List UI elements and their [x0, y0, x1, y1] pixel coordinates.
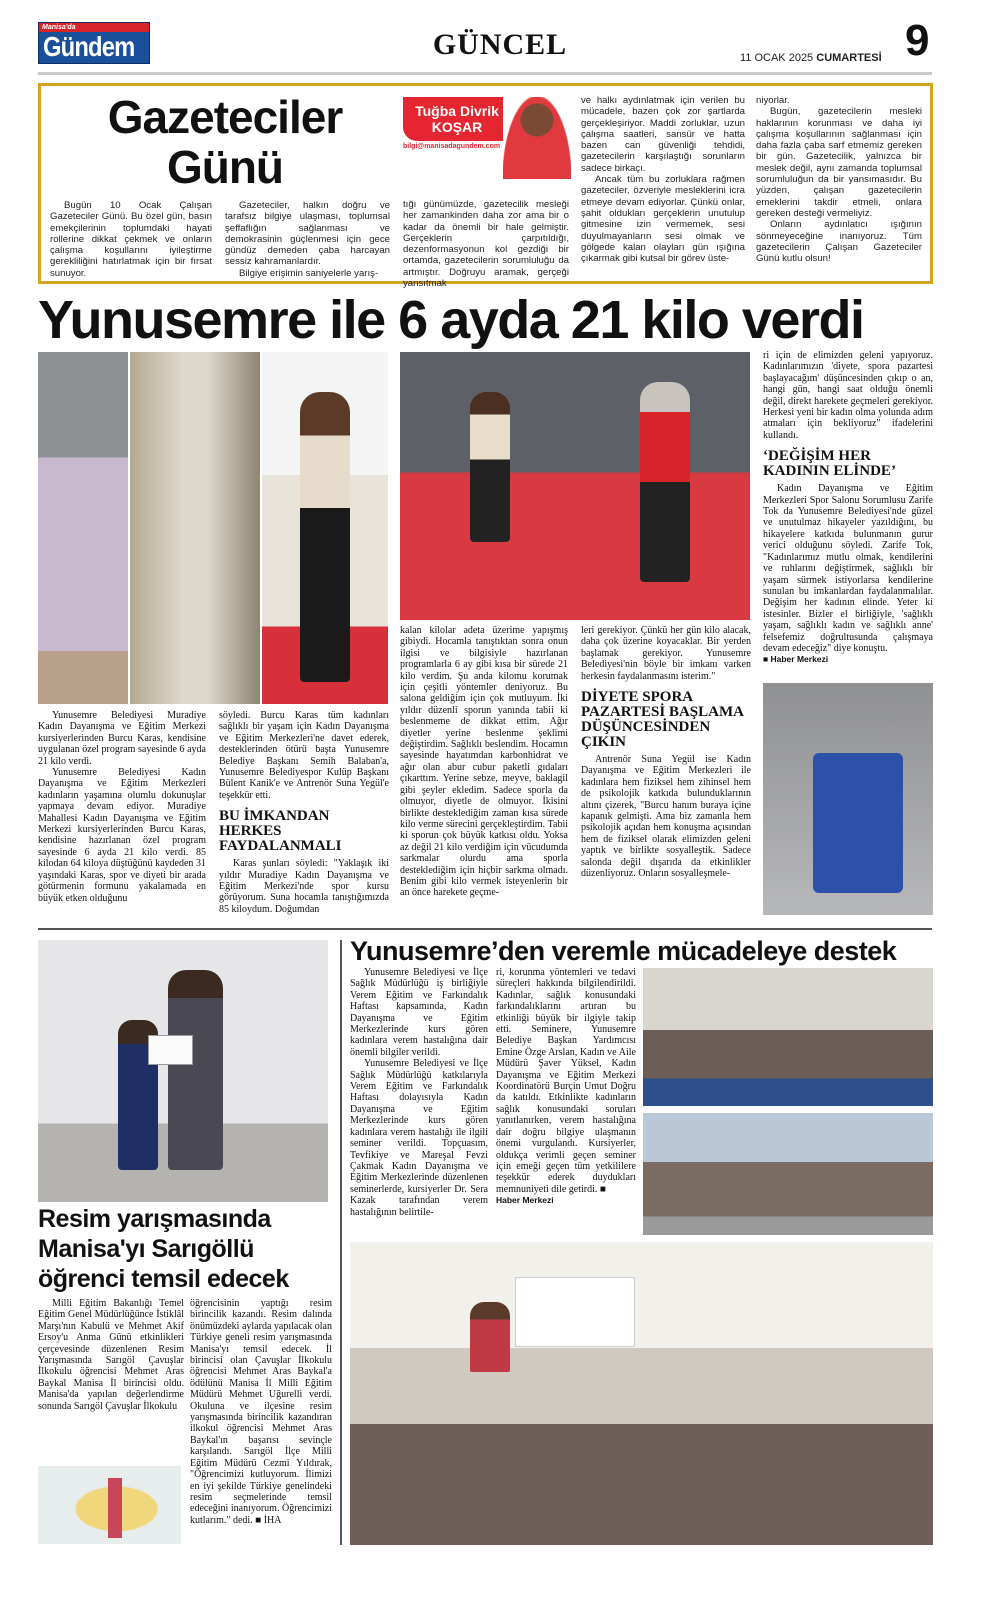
winning-drawing: [38, 1466, 181, 1544]
certificate: [148, 1035, 193, 1065]
resim-col-1: [38, 1298, 184, 1463]
author-email: bilgi@manisadagundem.com: [403, 143, 501, 150]
paragraph: söyledi. Burcu Karas tüm kadınları sağlıklı bir yaşam için Kadın Dayanışma ve Eğitim Merkezleri'ne davet ederek, desteklerinden ötürü başta Yunusemre Belediye Başkanı Semih Balaban'a, Yunusemre Belediyespor Kulüp Başkanı Bülent Kanik'e ve Antrenör Suna Yegül'e teşekkür etti.: [219, 710, 389, 801]
subheading: BU İMKANDAN HERKES FAYDALANMALI: [219, 808, 342, 855]
section-divider: [38, 928, 932, 930]
paragraph: Milli Eğitim Bakanlığı Temel Eğitim Genel Müdürlüğünce İstiklâl Marşı'nın Kabulü ve Mehmet Akif Ersoy'u Anma Günü etkinlikleri çerçevesinde düzenlenen Resim Yarışmasında Sarıgöl Çavuşlar İlkokulu öğrencisi Mehmet Aras Baykal Manisa İl birincisi oldu. Manisa'da yapılan değerlendirme sonunda Sarıgöl Çavuşlar İlkokulu: [38, 1298, 184, 1412]
paragraph: öğrencisinin yaptığı resim birincilik kazandı. Resim dalında önümüzdeki aylarda yapılacak olan Türkiye geneli resim yarışmasında Manisa'yı temsil edecek. İl birincisi olan Çavuşlar İlkokulu öğrencisi Mehmet Aras Baykal'a ödülünü Manisa İl Milli Eğitim Müdürü Mehmet Uğurelli verdi. Okuluna ve ilçesine resim yarışmasında birincilik kazandıran ilkokul öğrencisi Mehmet Aras Baykal'ın başarısı sevinçle karşılandı. Sarıgöl İlçe Milli Eğitim Müdürü Cezmi Yıldırak, "Öğrencimizi kutluyorum. İlimizi en iyi şekilde Türkiye genelindeki resim seçmelerinde temsil edeceğini inanıyorum. Öğrencimizi kutlarım." dedi. ■ İHA: [190, 1298, 332, 1526]
column-title: Gazeteciler Günü: [107, 91, 343, 193]
paragraph: Bugün, gazetecilerin mesleki haklarının korunması ve daha iyi çalışma koşullarının sağlanması için daha fazla çaba sarf etmemiz gereken bir gün. Gazetecilik, yalnızca bir meslek değil, aynı zamanda toplumsal sorumluluğun da bir yansımasıdır. Bu yüzden, çalışan gazetecilerin emeklerini takdir etmeli, onlara gereken desteği vermeliyiz.: [756, 106, 922, 219]
gym-photo: [400, 352, 750, 620]
old-jeans: [813, 753, 903, 893]
paragraph: Yunusemre Belediyesi Muradiye Kadın Dayanışma ve Eğitim Merkezi kursiyerlerinden Burcu Karas, kendisine uygulanan özel program sayesinde 6 ayda 21 kilo verdi.: [38, 710, 206, 767]
byline: Haber Merkezi: [496, 1195, 554, 1206]
article-col-d: [581, 625, 751, 919]
paragraph: Yunusemre Belediyesi Kadın Dayanışma ve Eğitim Merkezleri kadınların yaşamına olumlu dokunuşlar yapmaya devam ediyor. Muradiye Mahallesi Kadın Dayanışma ve Eğitim Merkezi kursiyerlerinden Burcu Karas, kendisine hazırlanan özel program sayesinde 6 ayda 21 kilo verdi. 85 kilodan 64 kiloya düştüğünü kaydeden 31 yaşındaki Karas, spor ve diyeti bir arada götürmenin formunu yakalamada en büyük etken olduğunu: [38, 767, 206, 904]
resim-col-2: [190, 1298, 332, 1546]
award-photo: [38, 940, 328, 1202]
paragraph: niyorlar.: [756, 95, 790, 106]
article-col-b: [219, 710, 389, 915]
day-text: CUMARTESİ: [816, 52, 882, 64]
author-photo: [503, 97, 571, 179]
section-title: GÜNCEL: [432, 28, 568, 61]
verem-headline: Yunusemre’den veremle mücadeleye destek: [350, 936, 897, 966]
paragraph: Yunusemre Belediyesi ve İlçe Sağlık Müdürlüğü iş birliğiyle Verem Eğitim ve Farkındalık Haftası kapsamında, Kadın Dayanışma ve Eğitim Merkezlerinde kurs gören kadınlara verem hastalığına dair önemli bilgiler verildi.: [350, 967, 488, 1058]
paragraph: Gazeteciler, halkın doğru ve tarafsız bilgiye ulaşması, toplumsal şeffaflığın sağlanması ve demokrasinin güçlenmesi için gece gündüz demeden çaba harcayan sessiz kahramanlardır.: [225, 200, 390, 268]
trainer-figure: [640, 382, 690, 582]
classroom-photo: [350, 1242, 933, 1545]
paragraph: Onların aydınlatıcı ışığının sönmeyeceğine inanıyoruz. Tüm gazetecilerin Çalışan Gazeteciler Günü kutlu olsun!: [756, 219, 922, 265]
paragraph: kalan kilolar adeta üzerime yapışmış gibiydi. Hocamla tanıştıktan sonra onun ilgisi ve bilgisiyle hazırlanan programlarla 6 ay gibi kısa bir sürede 21 kilo verdim. Şu anda kilomu korumak için çeşitli yöntemler deniyoruz. Bu salona geldiğim için çok mutluyum. İki yıldır düzenli sporun yanında tabii ki beslenmeme de dikkat ettim. Ağır diyetler yerine beslenme şeklimi değiştirdim. Sağlıklı beslendim. Hocamın sayesinde hayatımdan karbonhidrat ve ağır olan abur cubur paketli gıdaları çıkarttım. Yerine sebze, meyve, baklagil gibi şeyler ekledim. Sadece sporla da olmuyor, diyetle de olmuyor. İkisini birlikte desteklediğim zaman kısa sürede kilo verme sürecini gerçekleştirdim. Tabii ki sporun çok büyük katkısı oldu. Yoksa az değil 21 kilo verdiğim için vücudumda sarkmalar olurdu ama sporla desteklediğim için hiçbir sarkma olmadı. Benim gibi kilo vermek isteyenlerin bir an önce harekete geçme-: [400, 625, 568, 899]
paragraph: Bugün 10 Ocak Çalışan Gazeteciler Günü. Bu özel gün, basın emekçilerinin toplumdaki hayati rollerine dikkat çekmek ve onların çalışma koşullarını iyileştirme gerekliliğini hatırlatmak için bir fırsat sunuyor.: [50, 200, 212, 279]
paragraph: ve halkı aydınlatmak için verilen bu mücadele, bazen çok zor şartlarda gerçekleşiriyor. Maddi zorluklar, uzun çalışma saatleri, sansür ve hatta bazen can güvenliği tehdidi, gazetecilerin karşılaştığı sorunların sadece birkaçı.: [581, 95, 745, 174]
paragraph: Kadın Dayanışma ve Eğitim Merkezleri Spor Salonu Sorumlusu Zarife Tok da Yunusemre Belediyesi'nde güzel ve unutulmaz hikayeler yazıldığını, bu hikayelere katkıda bulunmanın gurur verici olduğunu söyledi. Zarife Tok, "Kadınlarımız mutlu olmak, kendilerini ve ruhlarını değiştirmek, sağlıklı bir yaşam sürmek istiyorlarsa kendilerine sunulan bu imkanlardan faydalanmalılar. Değişim her kadının elinde. Yeter ki istesinler. Bizler el birliğiyle, 'sağlıklı yaşam, sağlıklı kadın ve sağlıklı anne' felsefemiz doğrultusunda çalışmaya devam edeceğiz" diye konuştu.: [763, 483, 933, 654]
article-col-e: [763, 350, 933, 678]
column-text-1: [50, 200, 212, 279]
page-number: 9: [905, 16, 930, 65]
paragraph: Antrenör Suna Yegül ise Kadın Dayanışma ve Eğitim Merkezleri ile kadınlara hem fiziksel hem zihinsel hem de psikolojik katkıda bulunduklarının altını çizerek, "Burcu hanım buraya içine kapanık gelmişti. Ama biz zamanla hem psikolojik açıdan hem konuşma açısından hem de fiziksel olarak elimizden geleni yaptık ve birlikte sosyalleştik. Sadece salonda değil dışarıda da etkinlikler düzenliyoruz. Onların sosyalleşmele-: [581, 754, 751, 880]
article-col-c: [400, 625, 568, 919]
subheading: ‘DEĞİŞİM HER KADININ ELİNDE’: [763, 448, 896, 480]
person-figure: [470, 392, 510, 542]
column-text-2: [225, 200, 390, 279]
issue-date: [740, 52, 882, 64]
date-text: 11 OCAK 2025: [740, 52, 814, 64]
drawn-tree: [108, 1478, 122, 1538]
jeans-photo: [763, 683, 933, 915]
main-headline: Yunusemre ile 6 ayda 21 kilo verdi: [38, 290, 864, 350]
before-photo-2: [130, 352, 260, 704]
speaker-figure: [470, 1302, 510, 1372]
verem-col-1: [350, 967, 488, 1239]
projection-screen: [515, 1277, 635, 1347]
paragraph: ri için de elimizden geleni yapıyoruz. Kadınlarımızın 'diyete, spora pazartesi başlayacağım' düşüncesinden çıkıp o an, hangi gün, hangi saat olduğu önemli değil, direkt harekete geçmeleri gerekiyor. Herkesi yeni bir kadın olma yolunda adım atmaları için bekliyoruz" ifadelerini kullandı.: [763, 350, 933, 441]
column-text-5: [756, 95, 922, 276]
byline: ■ Haber Merkezi: [763, 654, 829, 665]
author-name: Tuğba Divrik KOŞAR: [403, 97, 511, 141]
after-photo: [262, 352, 388, 704]
paragraph: Ancak tüm bu zorluklara rağmen gazeteciler, özveriyle mesleklerini icra etmeye devam ediyorlar. Çünkü onlar, şahit oldukları gerçeklerin unutulup gitmesine izin vermemek, sesi duyulmayanların sesi olmak ve gölgede kalan olayları gün ışığına çıkarmak gibi kutsal bir görev üste-: [581, 174, 745, 265]
article-col-a: [38, 710, 206, 915]
paragraph: tığı günümüzde, gazetecilik mesleği her zamankinden daha zor ama bir o kadar da önemli bir hale gelmiştir. Gerçeklerin çarpıtıldığı, dezenformasyonun kol gezdiği bir ortamda, gazetecilerin sorumluluğu da artmıştır. Doğruyu aramak, gerçeği yansıtmak: [403, 199, 569, 290]
column-text-3: [403, 199, 569, 290]
paragraph: Yunusemre Belediyesi ve İlçe Sağlık Müdürlüğü katkılarıyla Verem Eğitim ve Farkındalık Haftası dolayısıyla Kadın Dayanışma ve Eğitim Merkezlerinde kurs gören kadınlara verem hastalığı ile ilgili seminer verildi. Topçuasım, Tevfikiye ve Mareşal Fevzi Çakmak Kadın Dayanışma ve Eğitim Merkezlerinde düzenlenen seminerlerde, kursiyerler Dr. Sera Kazak tarafından verem hastalığının belirtile-: [350, 1058, 488, 1218]
author-badge: [403, 97, 571, 179]
director-figure: [168, 970, 223, 1170]
person-figure: [300, 392, 350, 682]
logo-top-text: Manisa'da: [39, 23, 149, 32]
subheading: DİYETE SPORA PAZARTESİ BAŞLAMA DÜŞÜNCESİNDEN ÇIKIN: [581, 689, 744, 751]
group-photo: [643, 1113, 933, 1235]
header-divider: [38, 72, 932, 75]
paragraph: Karas şunları söyledi: "Yaklaşık iki yıldır Muradiye Kadın Dayanışma ve Eğitim Merkezi'nde spor kursu görüyorum. Suna hocamla tanıştığımızda 85 kiloydum. Doğumdan: [219, 858, 389, 915]
paragraph: leri gerekiyor. Çünkü her gün kilo alacak, daha çok üzerine koyacaklar. Bir yerden başlamak gerekiyor. Yunusemre Belediyesi'nin böyle bir imkanı varken herkesin faydalanmasını isterim.": [581, 625, 751, 682]
column-text-4: [581, 95, 745, 276]
verem-col-2: [496, 967, 636, 1239]
before-photo-1: [38, 352, 128, 704]
seminar-photo-1: [643, 968, 933, 1106]
logo-name: Gündem: [43, 31, 135, 62]
paragraph: Bilgiye erişimin saniyelerle yarış-: [239, 267, 379, 279]
resim-headline: Resim yarışmasında Manisa'yı Sarıgöllü öğrenci temsil edecek: [38, 1205, 289, 1293]
paragraph: ri, korunma yöntemleri ve tedavi süreçleri hakkında bilgilendirildi. Kadınlar, sağlık konusundaki farkındalıklarını artıran bu etkinliği büyük bir ilgiyle takip etti. Seminere, Yunusemre Belediye Başkan Yardımcısı Emine Özge Arslan, Kadın ve Aile Müdürü Şaver Yüksel, Kadın Dayanışma ve Eğitim Merkezi Koordinatörü Burçin Umut Doğru da katıldı. Etkinlikte kadınların sağlık konusundaki soruları yanıtlanırken, verem hastalığına dair doğru bilgiye ulaşmanın önemi vurgulandı. Kursiyerler, oldukça verimli geçen seminer için emeği geçen tüm yetkililere teşekkür ederek duydukları memnuniyeti dile getirdi. ■: [496, 967, 636, 1195]
column-divider: [340, 940, 342, 1545]
